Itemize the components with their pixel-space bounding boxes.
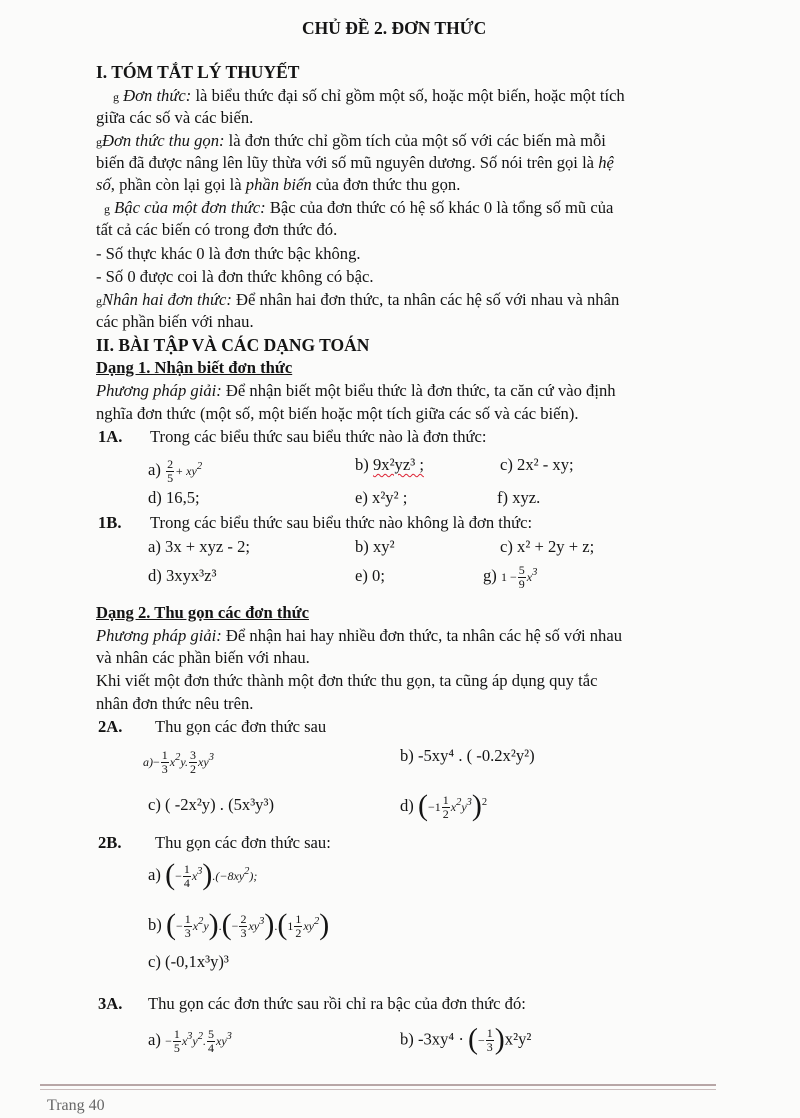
bullet-icon: g xyxy=(96,294,102,308)
fraction: $\frac{1}{4}$ xyxy=(183,861,190,890)
page-number: Trang 40 xyxy=(47,1097,105,1114)
fraction: $\frac{2}{5}$ xyxy=(167,456,174,485)
exercise-1b-d: d) 3xyx³z³ xyxy=(148,566,217,585)
exercise-1a-label: 1A. xyxy=(98,427,123,446)
exercise-3a-b: b) -3xy⁴ · (− $\frac{1}{3}$ )x²y² xyxy=(400,1022,532,1056)
footer-rule xyxy=(40,1084,716,1086)
bullet-icon: g xyxy=(96,135,102,149)
dang1-method: Phương pháp giải: Để nhận biết một biểu thức là đơn thức, ta căn cứ vào định xyxy=(96,381,616,400)
exercise-2b-a: a) (− $\frac{1}{4}$ x3).(−8xy2); xyxy=(148,858,258,891)
fraction: $\frac{1}{3}$ xyxy=(184,911,191,940)
exercise-3a-label: 3A. xyxy=(98,994,123,1013)
exercise-1a-a: a) $\frac{2}{5}$ + xy2 xyxy=(148,456,203,485)
exercise-2a-c: c) ( -2x²y) . (5x³y³) xyxy=(148,795,274,814)
fraction: $\frac{1}{3}$ xyxy=(486,1026,493,1054)
fraction: $\frac{5}{4}$ xyxy=(208,1026,214,1055)
exercise-1a-c: c) 2x² - xy; xyxy=(500,455,574,474)
fraction: $\frac{5}{9}$ xyxy=(518,562,525,591)
bullet-icon: g xyxy=(104,202,110,216)
definition-reduced-line2: biến đã được nâng lên lũy thừa với số mũ nguyên dương. Số nói trên gọi là hệ xyxy=(96,153,614,172)
note-zero: - Số 0 được coi là đơn thức không có bậc. xyxy=(96,267,374,286)
exercise-2a-a: a)− $\frac{1}{3}$ x2y. $\frac{3}{2}$ xy3 xyxy=(143,747,214,776)
exercise-1b-text: Trong các biểu thức sau biểu thức nào không là đơn thức: xyxy=(150,513,533,532)
exercise-1b-b: b) xy² xyxy=(355,537,395,556)
definition-degree: g Bậc của một đơn thức: Bậc của đơn thức có hệ số khác 0 là tổng số mũ của xyxy=(104,198,614,217)
definition-reduced-monomial: gĐơn thức thu gọn: là đơn thức chỉ gồm tích của một số với các biến mà mỗi xyxy=(96,131,606,150)
exercise-3a-a: a) − $\frac{1}{5}$ x3y2. $\frac{5}{4}$ xy3 xyxy=(148,1026,232,1055)
exercise-1a-text: Trong các biểu thức sau biểu thức nào là đơn thức: xyxy=(150,427,487,446)
fraction: $\frac{1}{2}$ xyxy=(442,792,449,821)
exercise-2a-label: 2A. xyxy=(98,717,123,736)
exercise-2b-text: Thu gọn các đơn thức sau: xyxy=(155,833,331,852)
definition-multiply: gNhân hai đơn thức: Để nhân hai đơn thức, ta nhân các hệ số với nhau và nhân xyxy=(96,290,620,309)
fraction: $\frac{3}{2}$ xyxy=(190,747,197,776)
exercise-1a-b: b) 9x²yz³ ; xyxy=(355,455,424,474)
section1-heading: I. TÓM TẮT LÝ THUYẾT xyxy=(96,62,300,82)
exercise-1b-e: e) 0; xyxy=(355,566,385,585)
definition-degree-cont: tất cả các biến có trong đơn thức đó. xyxy=(96,220,338,239)
dang2-method: Phương pháp giải: Để nhận hai hay nhiều đơn thức, ta nhân các hệ số với nhau xyxy=(96,626,623,645)
dang1-title: Dạng 1. Nhận biết đơn thức xyxy=(96,358,293,377)
exercise-2b-c: c) (-0,1x³y)³ xyxy=(148,952,229,971)
exercise-1a-d: d) 16,5; xyxy=(148,488,200,507)
dang2-method-cont: và nhân các phần biến với nhau. xyxy=(96,648,310,667)
fraction: $\frac{1}{2}$ xyxy=(295,911,302,940)
note-nonzero: - Số thực khác 0 là đơn thức bậc không. xyxy=(96,244,361,263)
exercise-1b-label: 1B. xyxy=(98,513,122,532)
exercise-3a-text: Thu gọn các đơn thức sau rồi chỉ ra bậc của đơn thức đó: xyxy=(148,994,526,1013)
definition-monomial: g Đơn thức: là biểu thức đại số chỉ gồm một số, hoặc một biến, hoặc một tích xyxy=(113,86,625,105)
dang2-title: Dạng 2. Thu gọn các đơn thức xyxy=(96,603,309,622)
fraction: $\frac{1}{5}$ xyxy=(173,1026,180,1055)
dang2-rule: Khi viết một đơn thức thành một đơn thức thu gọn, ta cũng áp dụng quy tắc xyxy=(96,671,598,690)
exercise-2b-b: b) (− $\frac{1}{3}$ x2y).(− $\frac{2}{3}$ xy3).(1 $\frac{1}{2}$ xy2) xyxy=(148,908,330,941)
exercise-1b-c: c) x² + 2y + z; xyxy=(500,537,595,556)
dang1-method-cont: nghĩa đơn thức (một số, một biến hoặc một tích giữa các số và các biến). xyxy=(96,404,579,423)
bullet-icon: g xyxy=(113,90,119,104)
exercise-2a-text: Thu gọn các đơn thức sau xyxy=(155,717,327,736)
exercise-1a-e: e) x²y² ; xyxy=(355,488,408,507)
exercise-2a-d: d) (−1 $\frac{1}{2}$ x2y3)$^2$ xyxy=(400,789,488,822)
definition-reduced-line3: số, phần còn lại gọi là phần biến của đơn thức thu gọn. xyxy=(96,175,461,194)
fraction: $\frac{1}{3}$ xyxy=(161,747,168,776)
fraction: $\frac{2}{3}$ xyxy=(240,911,247,940)
definition-monomial-cont: giữa các số và các biến. xyxy=(96,108,254,127)
exercise-1a-f: f) xyz. xyxy=(497,488,541,507)
section2-heading: II. BÀI TẬP VÀ CÁC DẠNG TOÁN xyxy=(96,335,370,355)
exercise-2a-b: b) -5xy⁴ . ( -0.2x²y²) xyxy=(400,746,535,765)
page-title: CHỦ ĐỀ 2. ĐƠN THỨC xyxy=(302,18,487,38)
exercise-1b-a: a) 3x + xyz - 2; xyxy=(148,537,250,556)
dang2-rule-cont: nhân đơn thức nêu trên. xyxy=(96,694,254,713)
exercise-1b-g: g) 1 − $\frac{5}{9}$ x3 xyxy=(483,562,538,591)
definition-multiply-cont: các phần biến với nhau. xyxy=(96,312,254,331)
footer-rule-thin xyxy=(40,1089,716,1090)
exercise-2b-label: 2B. xyxy=(98,833,122,852)
